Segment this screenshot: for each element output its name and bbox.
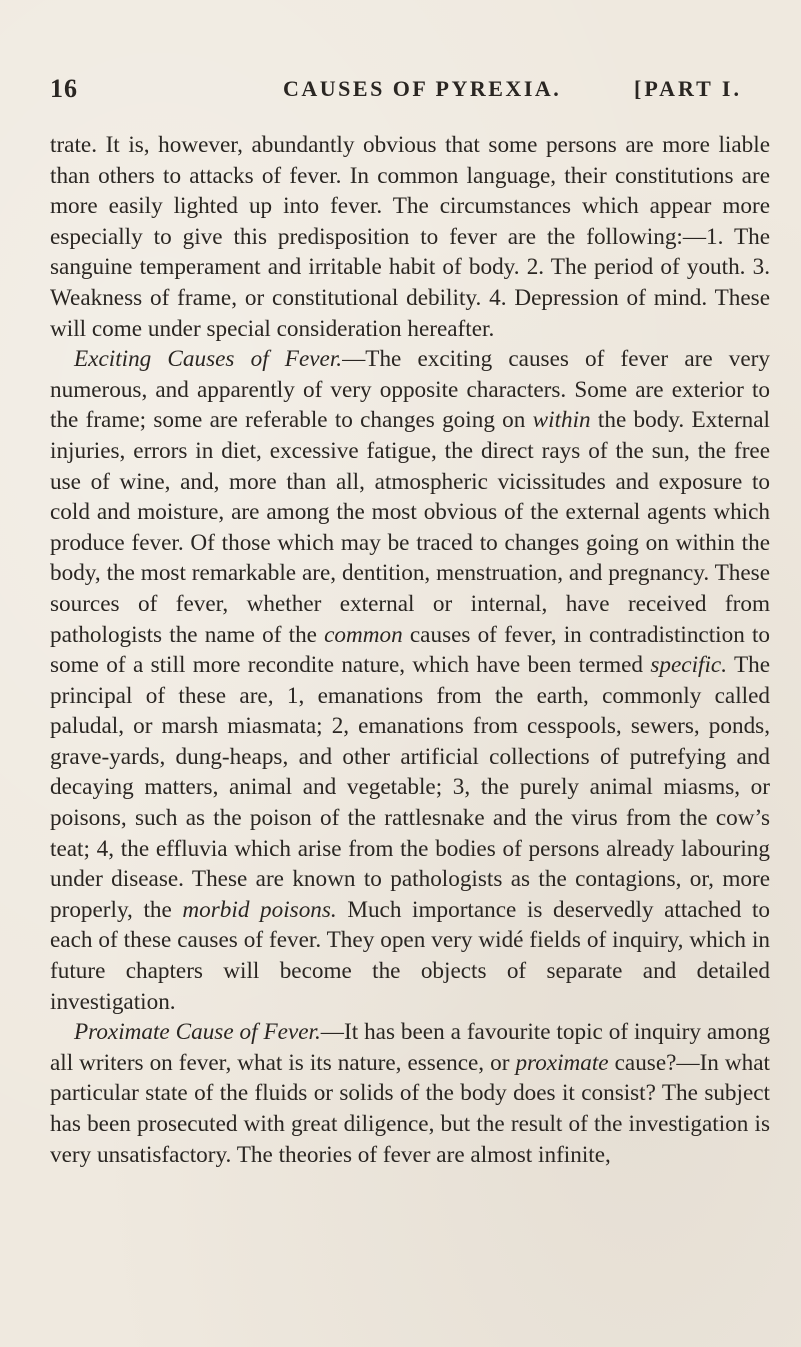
body-text <box>50 130 770 1170</box>
italic-text-run: within <box>532 407 591 434</box>
italic-text-run: morbid poisons. <box>182 896 337 923</box>
italic-text-run: Exciting Causes of Fever. <box>74 346 343 373</box>
part-label: [PART I. <box>634 76 742 101</box>
text-run: The principal of these are, 1, emanations from the earth, commonly called paludal, or marsh miasmata; 2, emanations from cesspools, sewers, ponds, grave-yards, dung-heaps, and other artificial collections of putrefying and decaying matters, animal and vegetable; 3, the purely animal miasms, or poisons, such as the poison of the rattlesnake and the virus from the cow’s teat; 4, the effluvia which arise from the bodies of persons already labouring under disease. These are known to pathologists as the contagions, or, more properly, the <box>50 652 770 923</box>
italic-text-run: specific. <box>650 652 728 679</box>
paragraph-predisposition <box>50 130 770 344</box>
italic-text-run: Proximate Cause of Fever. <box>74 1019 321 1046</box>
page-number: 16 <box>50 74 78 103</box>
running-title: CAUSES OF PYREXIA. <box>283 76 562 101</box>
text-run: trate. It is, however, abundantly obvious that some persons are more liable than others to attacks of fever. In common language, their constitutions are more easily lighted up into fever. The circumstances which appear more especially to give this predisposition to fever are the following:—1. The sanguine temperament and irritable habit of body. 2. The period of youth. 3. Weakness of frame, or constitutional debility. 4. Depression of mind. These will come under special consideration hereafter. <box>50 132 770 342</box>
text-run: —The exciting causes of fever are very numerous, and apparently of very opposite characters. Some are exterior to the frame; some are referable to changes going on <box>50 346 771 434</box>
page-header <box>50 74 771 108</box>
text-run: —It has been a favourite topic of inquiry among all writers on fever, what is its nature, essence, or <box>50 1019 770 1076</box>
paragraph-proximate-cause <box>50 1017 770 1170</box>
text-run: causes of fever, in contradistinction to some of a still more recondite nature, which have been termed <box>50 621 770 679</box>
italic-text-run: proximate <box>515 1049 609 1076</box>
paragraph-exciting-causes <box>50 344 770 1017</box>
text-run: Much importance is deservedly attached to each of these causes of fever. They open very widé fields of inquiry, which in future chapters will become the objects of separate and detailed investigation. <box>50 896 771 1015</box>
text-run: the body. External injuries, errors in diet, excessive fatigue, the direct rays of the sun, the free use of wine, and, more than all, atmospheric vicissitudes and exposure to cold and moisture, are among the most obvious of the external agents which produce fever. Of those which may be traced to changes going on within the body, the most remarkable are, dentition, menstruation, and pregnancy. These sources of fever, whether external or internal, have received from pathologists the name of the <box>50 407 770 648</box>
text-run: cause?—In what particular state of the fluids or solids of the body does it consist? The subject has been prosecuted with great diligence, but the result of the investigation is very unsatisfactory. The theories of fever are almost infinite, <box>50 1049 770 1168</box>
italic-text-run: common <box>324 621 403 648</box>
